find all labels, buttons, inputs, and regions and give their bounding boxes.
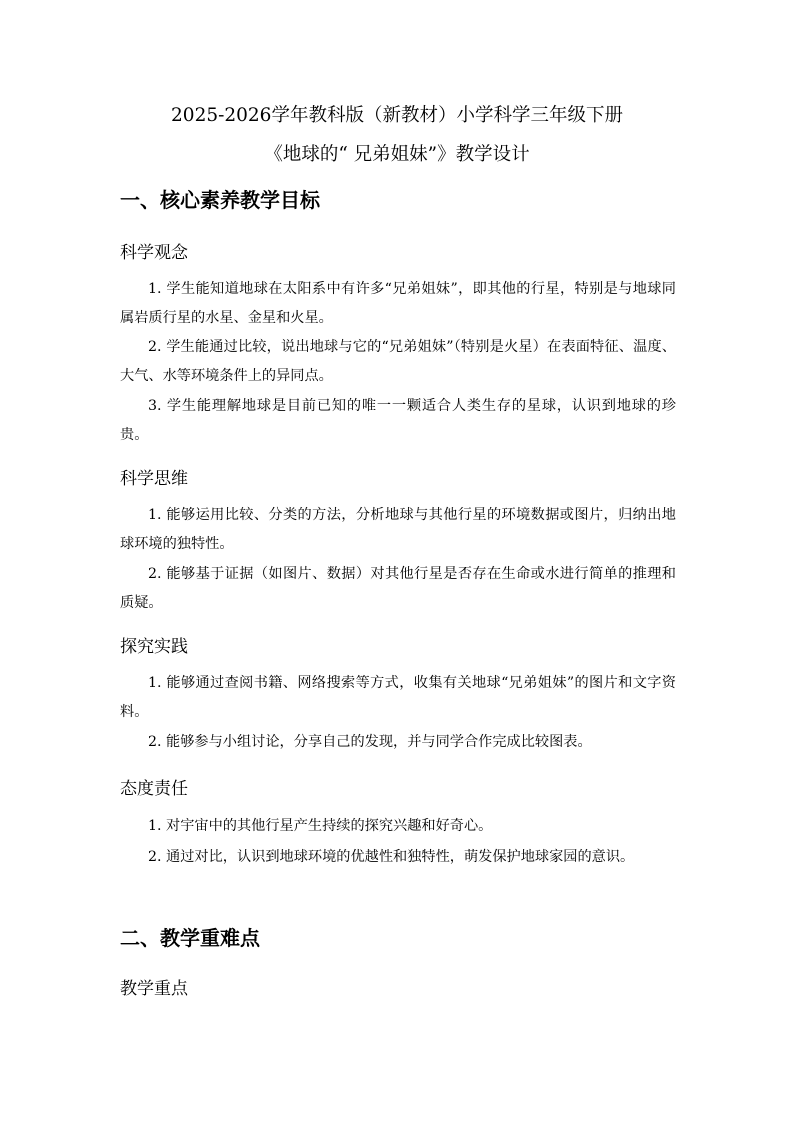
subsection-heading-scientific-thinking: 科学思维 (120, 469, 188, 489)
subsection-heading-teaching-focus: 教学重点 (120, 979, 188, 999)
subsection-heading-attitude-responsibility: 态度责任 (120, 779, 188, 799)
objective-paragraph: 1. 对宇宙中的其他行星产生持续的探究兴趣和好奇心。 (148, 818, 493, 834)
document-title-line-2: 《地球的“ 兄弟姐妹”》教学设计 (264, 144, 530, 165)
objective-paragraph: 1. 能够通过查阅书籍、网络搜索等方式，收集有关地球“兄弟姐妹”的图片和文字资料。 (120, 675, 676, 720)
objective-paragraph: 1. 能够运用比较、分类的方法，分析地球与其他行星的环境数据或图片，归纳出地球环境的独特性。 (120, 507, 676, 552)
section-heading-objectives: 一、核心素养教学目标 (120, 188, 320, 212)
document-title-line-1: 2025-2026学年教科版（新教材）小学科学三年级下册 (171, 105, 623, 126)
objective-paragraph: 2. 能够基于证据（如图片、数据）对其他行星是否存在生命或水进行简单的推理和质疑。 (120, 566, 676, 611)
objective-paragraph: 3. 学生能理解地球是目前已知的唯一一颗适合人类生存的星球，认识到地球的珍贵。 (120, 398, 676, 443)
subsection-heading-scientific-concepts: 科学观念 (120, 243, 188, 263)
subsection-heading-inquiry-practice: 探究实践 (120, 637, 188, 657)
section-heading-key-difficult-points: 二、教学重难点 (120, 926, 260, 950)
objective-paragraph: 2. 通过对比，认识到地球环境的优越性和独特性，萌发保护地球家园的意识。 (148, 849, 635, 865)
objective-paragraph: 2. 学生能通过比较，说出地球与它的“兄弟姐妹”（特别是火星）在表面特征、温度、大气、水等环境条件上的异同点。 (120, 339, 676, 384)
objective-paragraph: 1. 学生能知道地球在太阳系中有许多“兄弟姐妹”，即其他的行星，特别是与地球同属岩质行星的水星、金星和火星。 (120, 281, 676, 326)
objective-paragraph: 2. 能够参与小组讨论，分享自己的发现，并与同学合作完成比较图表。 (148, 734, 592, 750)
